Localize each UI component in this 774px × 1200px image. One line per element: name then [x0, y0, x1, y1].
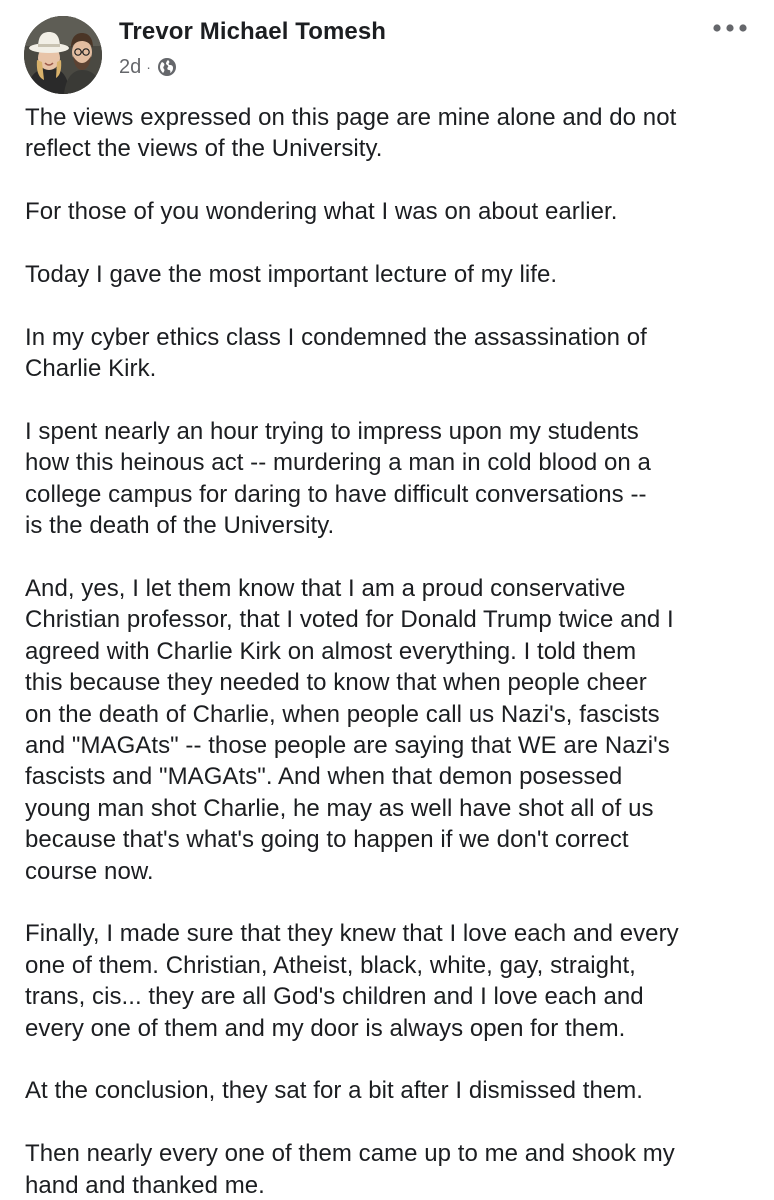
- post-paragraph: Then nearly every one of them came up to me and shook my hand and thanked me.: [25, 1140, 675, 1199]
- post-paragraph: I spent nearly an hour trying to impress upon my students how this heinous act -- murdering a man in cold blood on a college campus for daring to have difficult conversations -- is the death of the University.: [25, 418, 651, 540]
- post-paragraph: In my cyber ethics class I condemned the assassination of Charlie Kirk.: [25, 323, 647, 383]
- meta-separator: ·: [146, 59, 151, 75]
- post-meta: [119, 53, 177, 81]
- post-body: [25, 102, 760, 1200]
- avatar[interactable]: [24, 16, 102, 94]
- post-paragraph: The views expressed on this page are mine alone and do not reflect the views of the University.: [25, 104, 677, 163]
- post-timestamp[interactable]: 2d: [119, 55, 142, 78]
- more-options-button[interactable]: [710, 14, 750, 42]
- post-paragraph: For those of you wondering what I was on about earlier.: [25, 198, 618, 226]
- more-horizontal-icon: [713, 24, 747, 32]
- avatar-photo: [24, 16, 102, 94]
- post-paragraph: Finally, I made sure that they knew that I love each and every one of them. Christian, Atheist, black, white, gay, straight, trans, cis... they are all God's children and I love each and every one of them and my door is always open for them.: [25, 920, 679, 1042]
- post-paragraph: At the conclusion, they sat for a bit after I dismissed them.: [25, 1077, 644, 1105]
- post-paragraph: Today I gave the most important lecture of my life.: [25, 261, 558, 288]
- globe-icon[interactable]: [157, 57, 177, 77]
- post-paragraph: And, yes, I let them know that I am a proud conservative Christian professor, that I voted for Donald Trump twice and I agreed with Charlie Kirk on almost everything. I told them this because they needed to know that when people cheer on the death of Charlie, when people call us Nazi's, fascists and "MAGAts" -- those people are saying that WE are Nazi's fascists and "MAGAts". And when that demon posessed young man shot Charlie, he may as well have shot all of us because that's what's going to happen if we don't correct course now.: [25, 575, 674, 885]
- author-name[interactable]: Trevor Michael Tomesh: [119, 18, 387, 45]
